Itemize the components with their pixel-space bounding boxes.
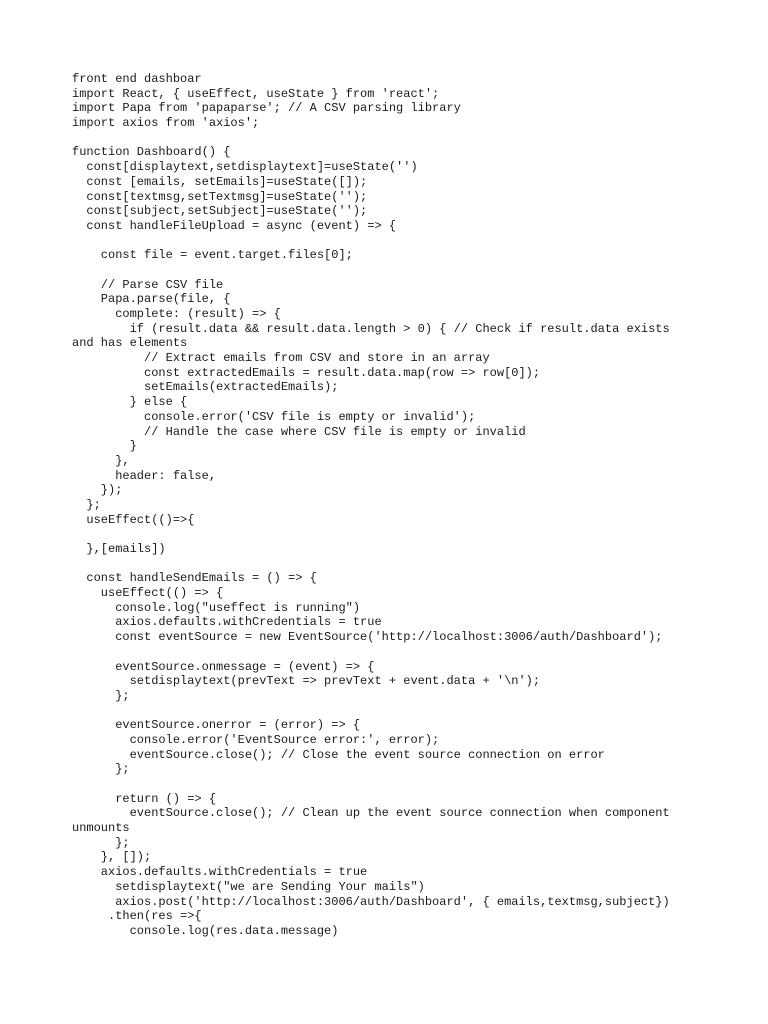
code-line: const[textmsg,setTextmsg]=useState(''); xyxy=(72,189,368,204)
code-line xyxy=(72,131,712,146)
code-line: import axios from 'axios'; xyxy=(72,116,260,131)
code-listing xyxy=(72,72,712,939)
code-line: },[emails]) xyxy=(72,542,166,556)
code-line: const[subject,setSubject]=useState(''); xyxy=(72,204,368,219)
code-line: eventSource.close(); // Clean up the event source connection when component xyxy=(72,806,670,821)
code-line: eventSource.onerror = (error) => { xyxy=(72,718,361,733)
code-line: front end dashboar xyxy=(72,72,202,86)
code-line: console.error('CSV file is empty or invalid'); xyxy=(72,409,476,424)
code-line: axios.post('http://localhost:3006/auth/Dashboard', { emails,textmsg,subject}) xyxy=(72,894,670,909)
code-line xyxy=(72,527,712,542)
code-line: }, xyxy=(72,453,130,468)
code-line: const handleSendEmails = () => { xyxy=(72,571,317,586)
code-line: console.log("useffect is running") xyxy=(72,600,361,615)
code-line: console.error('EventSource error:', error); xyxy=(72,732,440,747)
code-line xyxy=(72,234,712,249)
code-line: }; xyxy=(72,497,101,512)
code-line: eventSource.onmessage = (event) => { xyxy=(72,659,375,674)
code-line: axios.defaults.withCredentials = true xyxy=(72,615,382,630)
code-line: } xyxy=(72,439,137,454)
code-line: console.log(res.data.message) xyxy=(72,923,339,938)
code-line: setdisplaytext("we are Sending Your mails") xyxy=(72,879,425,894)
code-line: }, []); xyxy=(72,850,152,865)
code-line: setdisplaytext(prevText => prevText + event.data + '\n'); xyxy=(72,674,541,689)
code-line: import Papa from 'papaparse'; // A CSV parsing library xyxy=(72,101,461,116)
code-line: header: false, xyxy=(72,468,217,483)
code-line: .then(res =>{ xyxy=(72,909,202,924)
code-line: eventSource.close(); // Close the event source connection on error xyxy=(72,747,605,762)
code-line: }; xyxy=(72,688,130,703)
code-line xyxy=(72,263,712,278)
code-line: complete: (result) => { xyxy=(72,307,281,321)
code-line: // Parse CSV file xyxy=(72,277,224,292)
code-line: const[displaytext,setdisplaytext]=useState('') xyxy=(72,160,418,175)
code-line: function Dashboard() { xyxy=(72,145,231,160)
code-line: const extractedEmails = result.data.map(row => row[0]); xyxy=(72,365,541,380)
code-line: import React, { useEffect, useState } from 'react'; xyxy=(72,86,440,101)
code-line xyxy=(72,645,712,660)
code-line: } else { xyxy=(72,395,188,410)
code-line: }; xyxy=(72,762,130,777)
code-line: const eventSource = new EventSource('http://localhost:3006/auth/Dashboard'); xyxy=(72,630,663,645)
code-line: }; xyxy=(72,835,130,850)
code-line: const handleFileUpload = async (event) => { xyxy=(72,218,397,233)
code-line: unmounts xyxy=(72,821,130,836)
code-line: }); xyxy=(72,483,123,498)
code-line: // Extract emails from CSV and store in an array xyxy=(72,351,490,366)
code-line: Papa.parse(file, { xyxy=(72,292,231,307)
code-line: and has elements xyxy=(72,336,188,351)
code-line: useEffect(()=>{ xyxy=(72,512,195,527)
code-line xyxy=(72,557,712,572)
code-line: // Handle the case where CSV file is empty or invalid xyxy=(72,424,526,439)
code-line xyxy=(72,777,712,792)
code-line: if (result.data && result.data.length > 0) { // Check if result.data exists xyxy=(72,321,670,336)
code-line xyxy=(72,704,712,719)
code-line: const file = event.target.files[0]; xyxy=(72,248,353,263)
code-line: setEmails(extractedEmails); xyxy=(72,380,339,395)
code-line: useEffect(() => { xyxy=(72,586,224,601)
code-line: axios.defaults.withCredentials = true xyxy=(72,865,368,880)
code-line: return () => { xyxy=(72,791,217,806)
code-line: const [emails, setEmails]=useState([]); xyxy=(72,174,368,189)
